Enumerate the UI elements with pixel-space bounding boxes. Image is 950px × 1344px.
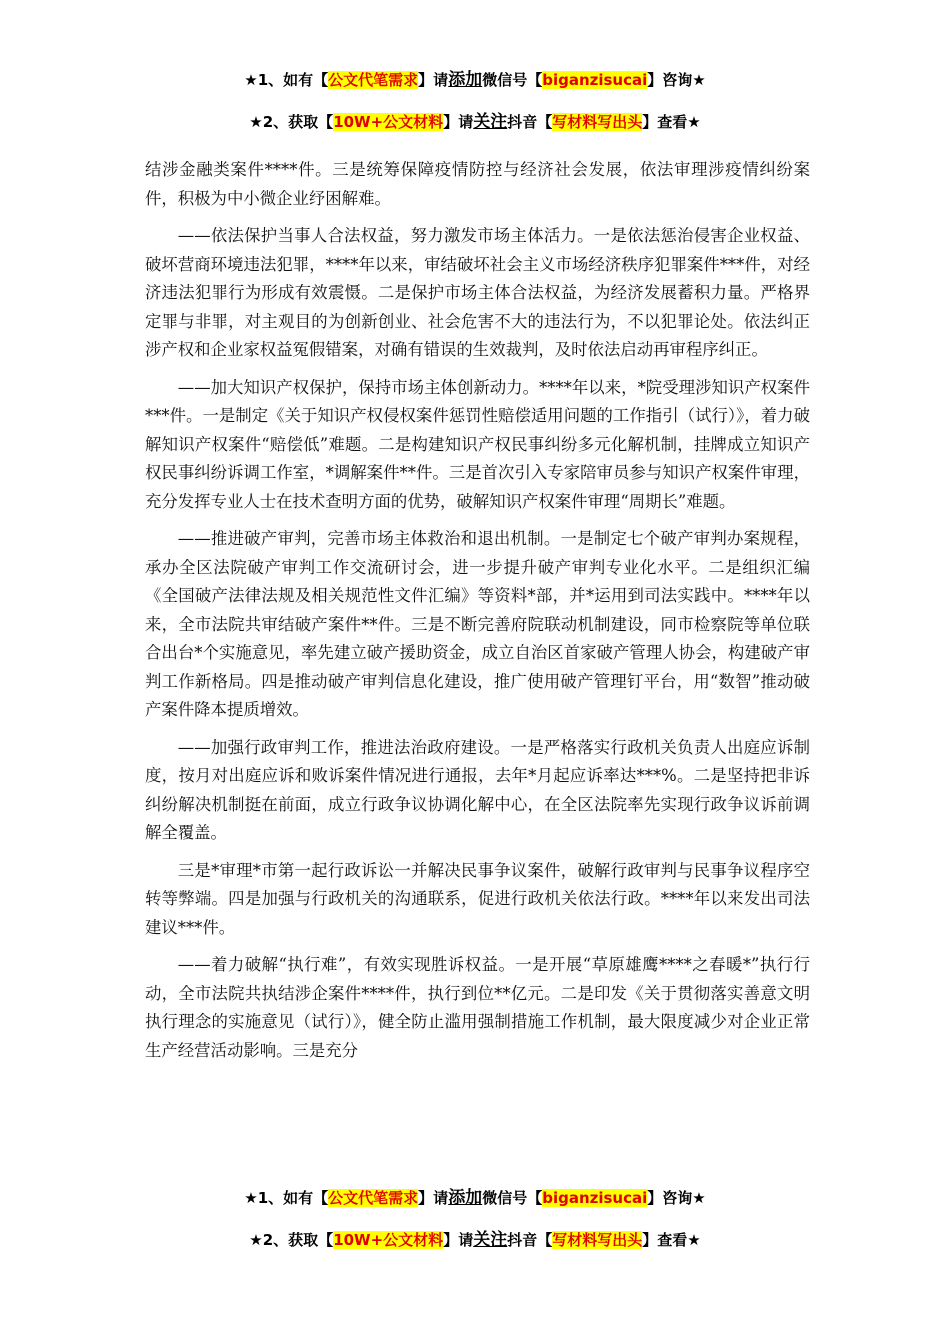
- banner-text: 微信号【: [482, 71, 543, 89]
- banner-text: 】请: [418, 1189, 449, 1207]
- paragraph: ——加大知识产权保护，保持市场主体创新动力。****年以来，*院受理涉知识产权案件***件。一是制定《关于知识产权侵权案件惩罚性赔偿适用问题的工作指引（试行）》，着力破解知识产权案件“赔偿低”难题。二是构建知识产权民事纠纷多元化解机制，挂牌成立知识产权民事纠纷诉调工作室，*调解案件**件。三是首次引入专家陪审员参与知识产权案件审理，充分发挥专业人士在技术查明方面的优势，破解知识产权案件审理“周期长”难题。: [145, 377, 810, 511]
- highlight-douyin-account: 写材料写出头: [552, 1231, 643, 1249]
- emphasis-add: 添加: [448, 70, 483, 90]
- footer-banner-line-1: [0, 1186, 950, 1210]
- banner-text: ★1、如有【: [244, 1189, 329, 1207]
- paragraph: ——推进破产审判，完善市场主体救治和退出机制。一是制定七个破产审判办案规程，承办全区法院破产审判工作交流研讨会，进一步提升破产审判专业化水平。二是组织汇编《全国破产法律法规及相关规范性文件汇编》等资料*部，并*运用到司法实践中。****年以来，全市法院共审结破产案件**件。三是不断完善府院联动机制建设，同市检察院等单位联合出台*个实施意见，率先建立破产援助资金，成立自治区首家破产管理人协会，构建破产审判工作新格局。四是推动破产审判信息化建设，推广使用破产管理钉平台，用“数智”推动破产案件降本提质增效。: [145, 529, 810, 719]
- paragraph: 结涉金融类案件****件。三是统筹保障疫情防控与经济社会发展，依法审理涉疫情纠纷案件，积极为中小微企业纾困解难。: [145, 160, 810, 208]
- banner-text: 微信号【: [482, 1189, 543, 1207]
- emphasis-follow: 关注: [473, 1230, 508, 1250]
- emphasis-follow: 关注: [473, 112, 508, 132]
- banner-text: 】请: [443, 113, 474, 131]
- highlight-douyin-account: 写材料写出头: [552, 113, 643, 131]
- highlight-materials: 10W+公文材料: [333, 1231, 444, 1249]
- banner-text: 】请: [418, 71, 449, 89]
- banner-text: ★1、如有【: [244, 71, 329, 89]
- header-banner-line-2: [0, 110, 950, 134]
- header-banner-line-1: [0, 68, 950, 92]
- footer-banner-line-2: [0, 1228, 950, 1252]
- paragraph: ——依法保护当事人合法权益，努力激发市场主体活力。一是依法惩治侵害企业权益、破坏营商环境违法犯罪，****年以来，审结破坏社会主义市场经济秩序犯罪案件***件，对经济违法犯罪行为形成有效震慑。二是保护市场主体合法权益，为经济发展蓄积力量。严格界定罪与非罪，对主观目的为创新创业、社会危害不大的违法行为，不以犯罪论处。依法纠正涉产权和企业家权益冤假错案，对确有错误的生效裁判，及时依法启动再审程序纠正。: [145, 226, 810, 359]
- highlight-wechat-id: biganzisucai: [542, 1189, 648, 1207]
- highlight-ghostwriting: 公文代笔需求: [328, 1189, 419, 1207]
- banner-text: 】查看★: [642, 113, 701, 131]
- banner-text: ★2、获取【: [249, 1231, 334, 1249]
- banner-text: ★2、获取【: [249, 113, 334, 131]
- paragraph: 三是*审理*市第一起行政诉讼一并解决民事争议案件，破解行政审判与民事争议程序空转等弊端。四是加强与行政机关的沟通联系，促进行政机关依法行政。****年以来发出司法建议***件。: [145, 860, 810, 937]
- paragraph: ——着力破解“执行难”，有效实现胜诉权益。一是开展“草原雄鹰****之春暖*”执行行动，全市法院共执结涉企案件****件，执行到位**亿元。二是印发《关于贯彻落实善意文明执行理念的实施意见（试行）》，健全防止滥用强制措施工作机制，最大限度减少对企业正常生产经营活动影响。三是充分: [145, 955, 810, 1060]
- document-body: [145, 156, 810, 1074]
- highlight-wechat-id: biganzisucai: [542, 71, 648, 89]
- paragraph: ——加强行政审判工作，推进法治政府建设。一是严格落实行政机关负责人出庭应诉制度，按月对出庭应诉和败诉案件情况进行通报，去年*月起应诉率达***%。二是坚持把非诉纠纷解决机制挺在前面，成立行政争议协调化解中心，在全区法院率先实现行政争议诉前调解全覆盖。: [145, 737, 810, 842]
- banner-text: 】请: [443, 1231, 474, 1249]
- banner-text: 】查看★: [642, 1231, 701, 1249]
- banner-text: 抖音【: [507, 113, 553, 131]
- highlight-materials: 10W+公文材料: [333, 113, 444, 131]
- highlight-ghostwriting: 公文代笔需求: [328, 71, 419, 89]
- banner-text: 抖音【: [507, 1231, 553, 1249]
- banner-text: 】咨询★: [647, 1189, 706, 1207]
- banner-text: 】咨询★: [647, 71, 706, 89]
- emphasis-add: 添加: [448, 1188, 483, 1208]
